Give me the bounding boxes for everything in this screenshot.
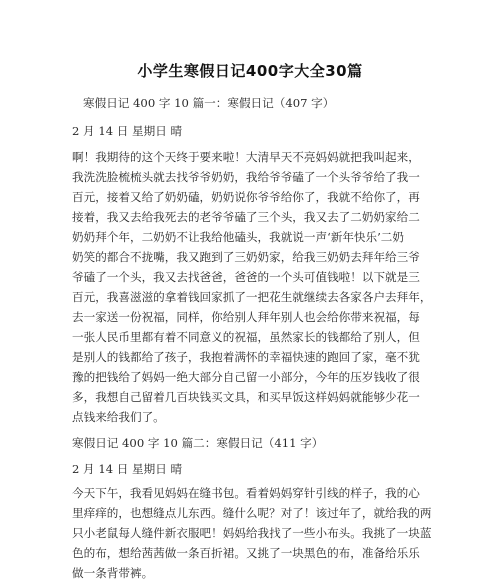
body-line: 点钱来给我们了。	[72, 410, 165, 424]
body-line: 接着，我又去给我死去的老爷爷磕了三个头，我又去了二奶奶家给二	[72, 210, 420, 224]
body-line: 爷磕了一个头，我又去找爸爸，爸爸的一个头可值钱啦！以下就是三	[72, 270, 420, 284]
body-line: 今天下午，我看见妈妈在缝书包。看着妈妈穿针引线的样子，我的心	[72, 486, 420, 500]
body-line: 百元，我喜滋滋的拿着钱回家抓了一把花生就继续去各家各户去拜年，	[72, 290, 432, 304]
body-line: 啊！我期待的这个天终于要来啦！大清早天不亮妈妈就把我叫起来，	[72, 150, 420, 164]
body-line: 去一家送一份祝福，同样，你给别人拜年别人也会给你带来祝福，每	[72, 310, 420, 324]
body-line: 奶笑的都合不拢嘴，我又跑到了三奶奶家，给我三奶奶去拜年给三爷	[72, 250, 420, 264]
date-line-1: 2 月 14 日 星期日 晴	[72, 124, 183, 138]
section-heading-2: 寒假日记 400 字 10 篇二：寒假日记（411 字）	[72, 436, 324, 450]
body-line: 做一条背带裤。	[72, 566, 154, 580]
body-line: 豫的把钱给了妈妈一绝大部分自己留一小部分，今年的压岁钱收了很	[72, 370, 420, 384]
date-line-2: 2 月 14 日 星期日 晴	[72, 462, 183, 476]
body-line: 色的布，想给茜茜做一条百折裙。又挑了一块黑色的布，准备给乐乐	[72, 546, 420, 560]
body-line: 里痒痒的，也想缝点儿东西。缝什么呢？对了！该过年了，就给我的两	[72, 506, 432, 520]
body-line: 只小老鼠每人缝件新衣服吧！妈妈给我找了一些小布头。我挑了一块蓝	[72, 526, 432, 540]
document-title: 小学生寒假日记400字大全30篇	[137, 62, 363, 80]
section-heading-1: 寒假日记 400 字 10 篇一：寒假日记（407 字）	[83, 96, 335, 110]
body-line: 百元，接着又给了奶奶磕，奶奶说你爷爷给你了，我就不给你了，再	[72, 190, 420, 204]
body-line: 多，我想自己留着几百块钱买文具，和买早饭这样妈妈就能够少花一	[72, 390, 420, 404]
body-line: 我洗洗脸梳梳头就去找爷爷奶奶，我给爷爷磕了一个头爷爷给了我一	[72, 170, 420, 184]
body-line: 奶奶拜个年，二奶奶不让我给他磕头，我就说一声‘新年快乐’二奶	[72, 230, 404, 244]
body-line: 是别人的钱都给了孩子，我抱着满怀的幸福快速的跑回了家，毫不犹	[72, 350, 420, 364]
body-line: 一张人民币里都有着不同意义的祝福，虽然家长的钱都给了别人，但	[72, 330, 420, 344]
